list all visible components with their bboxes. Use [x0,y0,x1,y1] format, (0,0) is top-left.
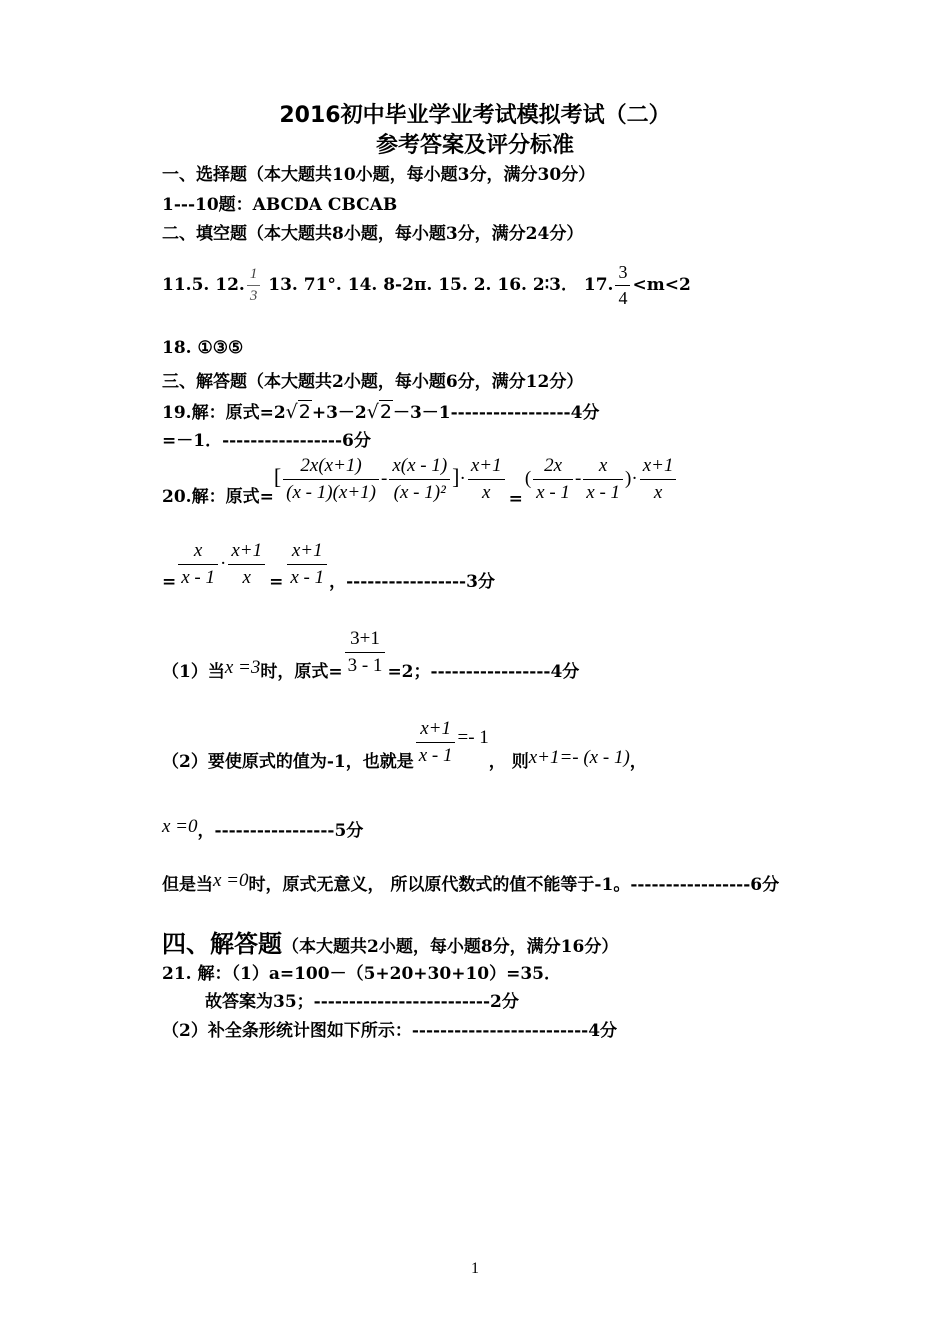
q20-part1 [162,628,580,682]
q20-label: 20.解：原式= [162,487,274,507]
q19-line1 [162,398,599,423]
q20-l2-tail: ，-----------------3分 [329,572,495,592]
q20-frac1 [283,455,379,504]
q17-num: 3 [615,262,630,286]
q17-den: 4 [618,288,628,308]
q20-frac4-num: 2x [533,455,573,480]
q20-p4-a: 但是当 [162,875,213,895]
q20-p1-frac-den: 3 - 1 [347,655,383,676]
q12-num: 1 [247,266,261,286]
q20-rparen: ) [625,468,632,489]
q20-p2-frac-num: x+1 [416,718,456,743]
q20-frac1-num: 2x(x+1) [283,455,379,480]
q20-frac3-num: x+1 [468,455,505,480]
section1-answers: 1---10题：ABCDA CBCAB [162,195,398,215]
q20-frac2-den: (x - 1)² [393,482,446,503]
q11-12-text: 11.5. 12. [162,275,245,295]
q20-l2-frac2-den: x [242,567,251,588]
q12-den: 3 [249,288,258,304]
sqrt-icon: √2 [366,401,392,423]
q20-l2-eq2: = [269,572,284,592]
q11-q17-line [162,262,691,309]
q20-frac5-num: x [583,455,623,480]
section1-heading: 一、选择题（本大题共10小题，每小题3分，满分30分） [162,165,596,185]
q20-frac5-den: x - 1 [586,482,621,503]
q20-l2-frac3-den: x - 1 [290,567,325,588]
page-number: 1 [471,1260,479,1277]
page-title: 2016初中毕业学业考试模拟考试（二） [279,103,671,128]
q20-p2-math: x+1=- (x - 1) [528,747,630,768]
q20-part2 [162,718,647,772]
q20-p1-frac [345,628,386,677]
q20-p2-frac-den: x - 1 [418,745,453,766]
q20-l2-eq1: = [162,572,177,592]
q20-lparen: ( [524,468,532,489]
q20-frac6-num: x+1 [640,455,677,480]
q20-p3-tail: ，-----------------5分 [197,821,364,841]
q20-p2-eq: =- 1 [457,727,489,748]
q20-p2-frac [416,718,456,767]
q20-p1-frac-num: 3+1 [345,628,386,653]
q20-p3-math: x =0 [162,816,198,837]
q20-minus2: - [574,468,582,489]
q17-tail: <m<2 [632,275,691,295]
q20-eq1: = [508,489,523,509]
q20-part3 [162,812,364,841]
q20-l2-dot: · [220,553,227,574]
q12-fraction [247,266,261,305]
q20-l2-frac1-den: x - 1 [181,567,216,588]
q20-l2-frac2 [228,540,265,589]
q20-p1-b: 时，原式= [260,662,343,682]
q20-frac5 [583,455,623,504]
q20-l2-frac2-num: x+1 [228,540,265,565]
section2-heading: 二、填空题（本大题共8小题，每小题3分，满分24分） [162,224,584,244]
q20-dot2: · [631,468,638,489]
q19-radicand-1: 2 [298,401,311,423]
q19-text-c: －3－1-----------------4分 [392,403,600,423]
q20-p1-c: =2；-----------------4分 [387,662,580,682]
q20-p2-a: （2）要使原式的值为-1，也就是 [162,752,414,772]
section4-heading-rest: （本大题共2小题，每小题8分，满分16分） [282,937,619,957]
q21-line2: 故答案为35；-------------------------2分 [205,992,519,1012]
q20-line1 [162,455,678,509]
q20-p2-b: ， 则 [488,752,529,772]
section4-heading-big: 四、解答题 [162,929,282,958]
q20-l2-frac1-num: x [178,540,218,565]
q21-line1: 21. 解：（1）a=100－（5+20+30+10）=35． [162,964,562,984]
q18-answer: 18. ①③⑤ [162,338,244,358]
q20-minus1: - [380,468,388,489]
q21-line3: （2）补全条形统计图如下所示：-------------------------4分 [162,1021,618,1041]
q20-l2-frac3 [287,540,327,589]
q20-p4-b: 时，原式无意义， 所以原代数式的值不能等于-1。-----------------6分 [248,875,780,895]
q20-p1-math: x =3 [224,657,261,678]
q20-frac4 [533,455,573,504]
q19-text-a: 19.解：原式=2 [162,403,286,423]
q19-line2: =－1．-----------------6分 [162,431,371,451]
q20-frac1-den: (x - 1)(x+1) [286,482,376,503]
q20-p4-math: x =0 [213,870,249,891]
q19-radicand-2: 2 [379,401,392,423]
q20-line2 [162,540,495,592]
q20-l2-frac3-num: x+1 [287,540,327,565]
q20-lbracket: [ [273,464,282,489]
sqrt-icon: √2 [285,401,311,423]
q20-frac3-den: x [481,482,491,503]
q17-fraction [615,262,630,309]
q20-frac6-den: x [653,482,663,503]
q20-p1-a: （1）当 [162,662,225,682]
q20-dot1: · [459,468,466,489]
q20-frac4-den: x - 1 [536,482,570,503]
section3-heading: 三、解答题（本大题共2小题，每小题6分，满分12分） [162,372,584,392]
q20-frac2 [389,455,450,504]
q20-frac3 [468,455,505,504]
q20-frac2-num: x(x - 1) [389,455,450,480]
q13-16-text: 13. 71°. 14. 8-2π. 15. 2. 16. 2∶3． 17. [268,275,614,295]
q20-frac6 [640,455,677,504]
q20-p2-c: ， [629,752,647,772]
page-subtitle: 参考答案及评分标准 [375,133,574,158]
q20-rbracket: ] [452,464,460,489]
section4-heading [162,924,618,959]
q20-part4 [162,870,779,896]
q19-text-b: +3－2 [311,403,367,423]
q20-l2-frac1 [178,540,218,589]
